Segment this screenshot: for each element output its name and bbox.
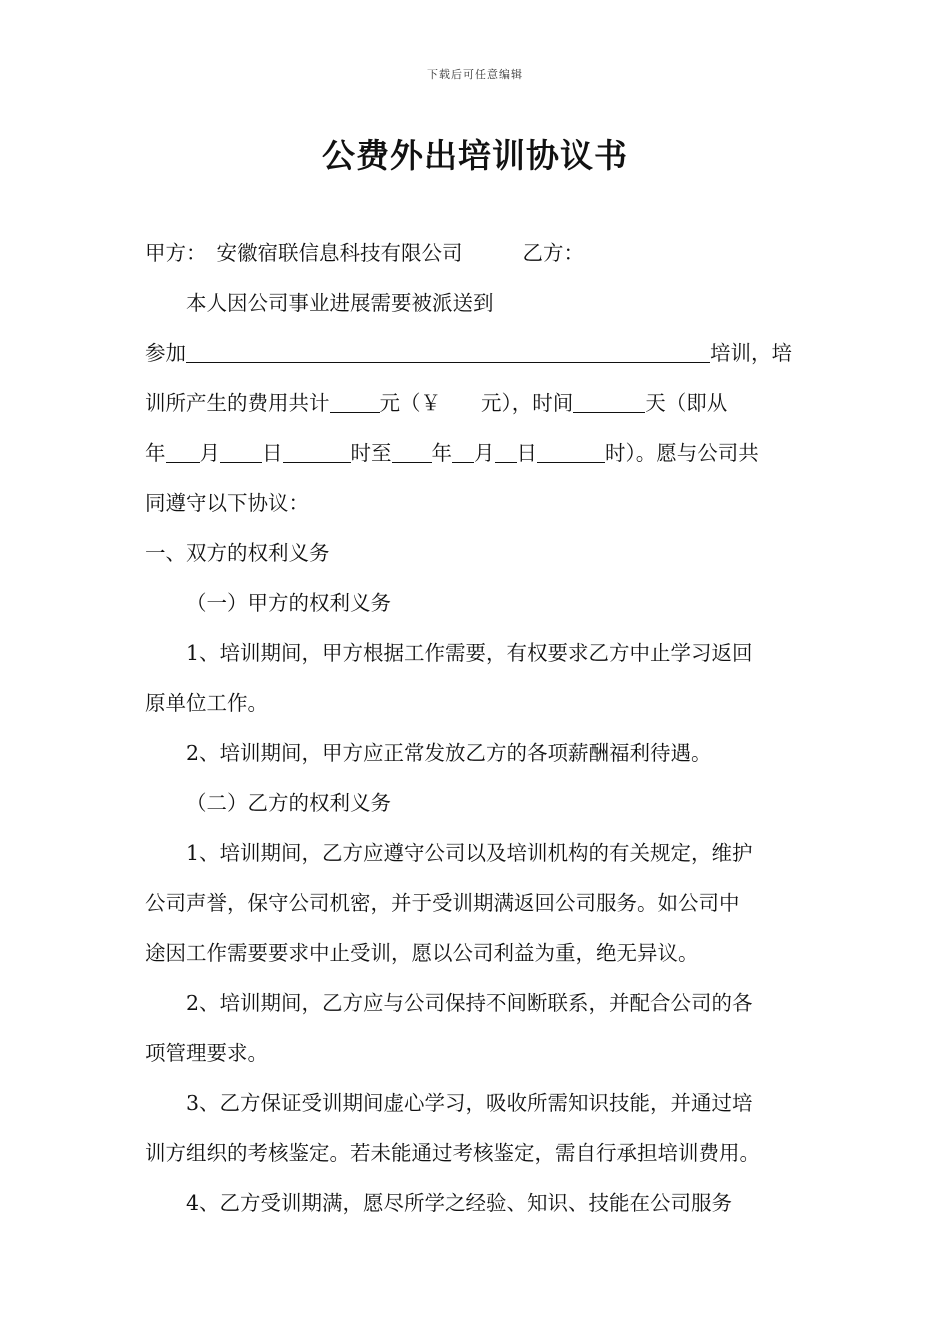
cost-blank	[330, 388, 380, 413]
party-b-label: 乙方：	[522, 241, 584, 265]
period-year2: 年	[431, 441, 452, 465]
cost-yuan2: 元），时间	[481, 391, 574, 415]
agree-line: 同遵守以下协议：	[145, 491, 309, 515]
attend-line	[145, 328, 810, 378]
clause-b2-line2: 项管理要求。	[145, 1041, 268, 1065]
period-hour-to: 时至	[350, 441, 392, 465]
period-day: 日	[262, 441, 283, 465]
subsection-heading-b: （二）乙方的权利义务	[186, 791, 391, 815]
party-a-name: 安徽宿联信息科技有限公司	[216, 241, 463, 265]
clause-b1-line2: 公司声誉，保守公司机密，并于受训期满返回公司服务。如公司中	[145, 891, 740, 915]
header-note: 下载后可任意编辑	[427, 68, 523, 81]
subsection-heading-a: （一）甲方的权利义务	[186, 591, 391, 615]
period-month2: 月	[474, 441, 495, 465]
intro-line: 本人因公司事业进展需要被派送到	[186, 291, 494, 315]
page-title: 公费外出培训协议书	[322, 136, 628, 175]
hour2-blank	[537, 438, 605, 463]
period-year: 年	[145, 441, 166, 465]
hour-blank	[283, 438, 351, 463]
period-line	[145, 428, 810, 478]
clause-b1-line3: 途因工作需要要求中止受训，愿以公司利益为重，绝无异议。	[145, 941, 699, 965]
period-month: 月	[199, 441, 220, 465]
cost-days: 天（即从	[645, 391, 728, 415]
cost-line	[145, 378, 810, 428]
clause-a1-line1: 1、培训期间，甲方根据工作需要，有权要求乙方中止学习返回	[186, 641, 753, 665]
month2-blank	[452, 438, 474, 463]
clause-b3-line1: 3、乙方保证受训期间虚心学习，吸收所需知识技能，并通过培	[186, 1091, 753, 1115]
clause-b1-line1: 1、培训期间，乙方应遵守公司以及培训机构的有关规定，维护	[186, 841, 753, 865]
attend-suffix: 培训，培	[710, 341, 792, 365]
cost-yuan: 元（￥	[379, 391, 441, 415]
clause-a2: 2、培训期间，甲方应正常发放乙方的各项薪酬福利待遇。	[186, 741, 712, 765]
period-hour-end: 时）。愿与公司共	[605, 441, 759, 465]
agreement-body	[145, 228, 810, 1228]
days-blank	[573, 388, 645, 413]
day-blank	[220, 438, 262, 463]
day2-blank	[495, 438, 517, 463]
year2-blank	[392, 438, 432, 463]
training-name-blank	[186, 338, 710, 363]
attend-prefix: 参加	[145, 341, 186, 365]
cost-prefix: 训所产生的费用共计	[145, 391, 330, 415]
clause-b3-line2: 训方组织的考核鉴定。若未能通过考核鉴定，需自行承担培训费用。	[145, 1141, 760, 1165]
month-blank	[166, 438, 200, 463]
clause-a1-line2: 原单位工作。	[145, 691, 268, 715]
clause-b2-line1: 2、培训期间，乙方应与公司保持不间断联系，并配合公司的各	[186, 991, 753, 1015]
period-day2: 日	[516, 441, 537, 465]
clause-b4-line1: 4、乙方受训期满，愿尽所学之经验、知识、技能在公司服务	[186, 1191, 733, 1215]
section-heading: 一、双方的权利义务	[145, 541, 330, 565]
party-a-label: 甲方：	[145, 241, 207, 265]
parties-line	[145, 228, 810, 278]
